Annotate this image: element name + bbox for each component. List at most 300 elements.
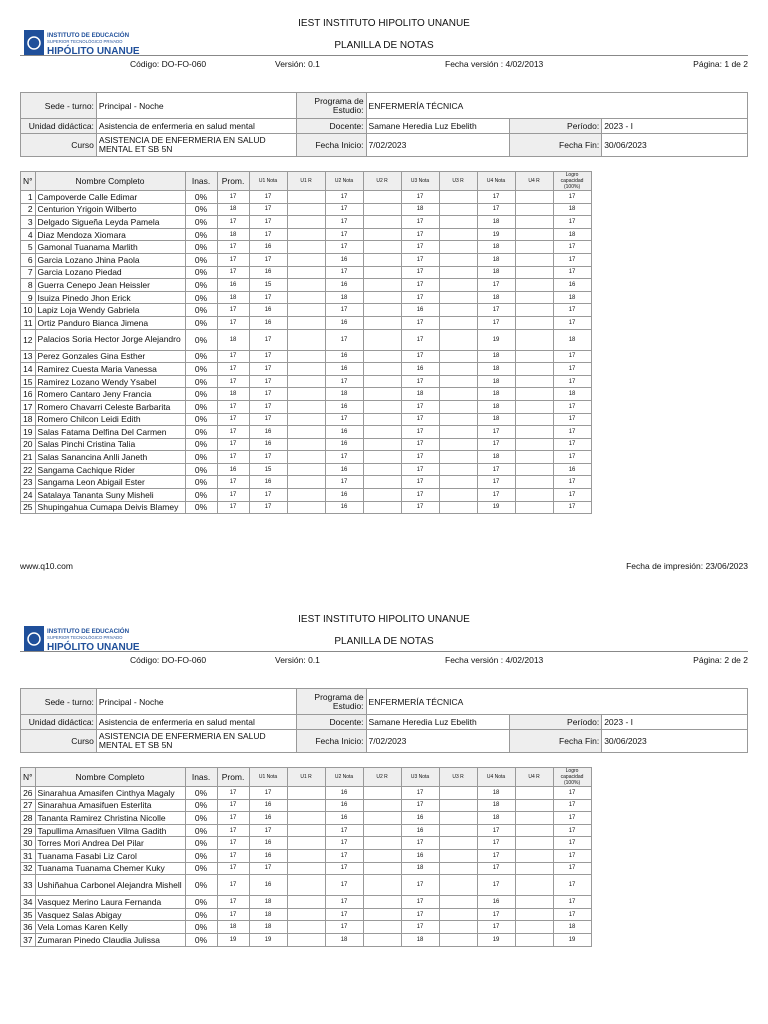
- cell-prom: 17: [217, 908, 249, 921]
- cell-inas: 0%: [185, 896, 217, 909]
- cell-n: 18: [21, 413, 36, 426]
- cell-u3: 17: [401, 438, 439, 451]
- column-header: Inas.: [185, 172, 217, 191]
- fin-label: Fecha Fin:: [510, 730, 602, 753]
- cell-logro: 17: [553, 413, 591, 426]
- cell-logro: 19: [553, 933, 591, 946]
- cell-recovery: [287, 413, 325, 426]
- column-header: U1 R: [287, 172, 325, 191]
- cell-u2: 17: [325, 476, 363, 489]
- column-header: Nombre Completo: [35, 768, 185, 787]
- cell-recovery: [439, 241, 477, 254]
- cell-logro: 17: [553, 451, 591, 464]
- cell-prom: 16: [217, 279, 249, 292]
- cell-recovery: [515, 875, 553, 896]
- cell-n: 29: [21, 824, 36, 837]
- cell-recovery: [363, 451, 401, 464]
- cell-prom: 17: [217, 896, 249, 909]
- cell-u3: 17: [401, 350, 439, 363]
- cell-recovery: [439, 849, 477, 862]
- cell-u2: 17: [325, 837, 363, 850]
- curso-label: Curso: [21, 730, 97, 753]
- cell-recovery: [363, 933, 401, 946]
- cell-prom: 17: [217, 363, 249, 376]
- unidad-label: Unidad didáctica:: [21, 119, 97, 134]
- cell-recovery: [287, 216, 325, 229]
- cell-recovery: [287, 241, 325, 254]
- cell-logro: 18: [553, 291, 591, 304]
- column-header: U1 Nota: [249, 768, 287, 787]
- cell-recovery: [439, 787, 477, 800]
- cell-logro: 17: [553, 908, 591, 921]
- cell-n: 26: [21, 787, 36, 800]
- cell-recovery: [363, 413, 401, 426]
- cell-n: 12: [21, 329, 36, 350]
- cell-recovery: [287, 489, 325, 502]
- cell-prom: 17: [217, 304, 249, 317]
- cell-prom: 17: [217, 849, 249, 862]
- inicio-label: Fecha Inicio:: [296, 134, 366, 157]
- cell-inas: 0%: [185, 266, 217, 279]
- cell-recovery: [515, 787, 553, 800]
- cell-inas: 0%: [185, 191, 217, 204]
- cell-inas: 0%: [185, 921, 217, 934]
- cell-u1: 15: [249, 279, 287, 292]
- cell-name: Garcia Lozano Piedad: [35, 266, 185, 279]
- cell-u3: 17: [401, 291, 439, 304]
- cell-logro: 17: [553, 350, 591, 363]
- cell-u1: 17: [249, 501, 287, 514]
- cell-prom: 18: [217, 203, 249, 216]
- cell-recovery: [439, 812, 477, 825]
- cell-u1: 17: [249, 228, 287, 241]
- cell-n: 33: [21, 875, 36, 896]
- course-info-table: [20, 92, 748, 157]
- cell-u4: 17: [477, 203, 515, 216]
- cell-prom: 19: [217, 933, 249, 946]
- cell-u4: 17: [477, 862, 515, 875]
- cell-u2: 17: [325, 451, 363, 464]
- table-row: [21, 203, 592, 216]
- cell-recovery: [515, 438, 553, 451]
- cell-n: 3: [21, 216, 36, 229]
- course-info-table: [20, 688, 748, 753]
- cell-u2: 16: [325, 316, 363, 329]
- cell-u4: 18: [477, 388, 515, 401]
- cell-recovery: [363, 908, 401, 921]
- cell-recovery: [515, 921, 553, 934]
- cell-prom: 17: [217, 191, 249, 204]
- cell-recovery: [287, 921, 325, 934]
- cell-logro: 17: [553, 266, 591, 279]
- cell-name: Sinarahua Amasifuen Esterlita: [35, 799, 185, 812]
- column-header: Logro capacidad (100%): [553, 768, 591, 787]
- cell-recovery: [439, 191, 477, 204]
- cell-u2: 16: [325, 400, 363, 413]
- fin-label: Fecha Fin:: [510, 134, 602, 157]
- cell-u1: 17: [249, 824, 287, 837]
- cell-n: 1: [21, 191, 36, 204]
- column-header: U1 R: [287, 768, 325, 787]
- sede-label: Sede - turno:: [21, 689, 97, 715]
- cell-recovery: [439, 426, 477, 439]
- cell-recovery: [439, 253, 477, 266]
- cell-inas: 0%: [185, 216, 217, 229]
- cell-u4: 19: [477, 329, 515, 350]
- column-header: Inas.: [185, 768, 217, 787]
- cell-name: Ramirez Lozano Wendy Ysabel: [35, 375, 185, 388]
- cell-recovery: [439, 463, 477, 476]
- cell-inas: 0%: [185, 476, 217, 489]
- column-header: U3 R: [439, 172, 477, 191]
- cell-recovery: [515, 241, 553, 254]
- cell-recovery: [439, 203, 477, 216]
- cell-u2: 16: [325, 799, 363, 812]
- cell-u3: 17: [401, 837, 439, 850]
- cell-logro: 17: [553, 241, 591, 254]
- cell-recovery: [439, 896, 477, 909]
- cell-name: Palacios Soria Hector Jorge Alejandro: [35, 329, 185, 350]
- cell-u4: 17: [477, 908, 515, 921]
- cell-recovery: [287, 350, 325, 363]
- cell-inas: 0%: [185, 824, 217, 837]
- cell-u4: 18: [477, 216, 515, 229]
- cell-u4: 17: [477, 824, 515, 837]
- cell-recovery: [515, 812, 553, 825]
- grades-table: [20, 767, 592, 947]
- cell-u1: 17: [249, 191, 287, 204]
- cell-recovery: [287, 451, 325, 464]
- cell-u3: 17: [401, 787, 439, 800]
- cell-logro: 17: [553, 216, 591, 229]
- cell-u4: 17: [477, 921, 515, 934]
- cell-recovery: [363, 241, 401, 254]
- cell-logro: 18: [553, 329, 591, 350]
- cell-u1: 16: [249, 799, 287, 812]
- curso-value: ASISTENCIA DE ENFERMERIA EN SALUD MENTAL ET SB 5N: [96, 134, 296, 157]
- cell-recovery: [363, 837, 401, 850]
- cell-u3: 17: [401, 413, 439, 426]
- grades-table: [20, 171, 592, 514]
- cell-u4: 17: [477, 476, 515, 489]
- cell-inas: 0%: [185, 279, 217, 292]
- cell-prom: 17: [217, 375, 249, 388]
- cell-inas: 0%: [185, 228, 217, 241]
- cell-recovery: [439, 350, 477, 363]
- institution-name: IEST INSTITUTO HIPOLITO UNANUE: [298, 18, 470, 29]
- cell-recovery: [515, 253, 553, 266]
- cell-name: Shupingahua Cumapa Deivis Blamey: [35, 501, 185, 514]
- column-header: U3 R: [439, 768, 477, 787]
- cell-prom: 17: [217, 413, 249, 426]
- cell-u1: 17: [249, 787, 287, 800]
- cell-u1: 17: [249, 203, 287, 216]
- cell-logro: 17: [553, 438, 591, 451]
- cell-u1: 17: [249, 329, 287, 350]
- cell-prom: 17: [217, 438, 249, 451]
- table-row: [21, 812, 592, 825]
- cell-recovery: [363, 476, 401, 489]
- table-row: [21, 191, 592, 204]
- cell-u3: 17: [401, 426, 439, 439]
- cell-u3: 17: [401, 400, 439, 413]
- cell-u4: 17: [477, 304, 515, 317]
- table-row: [21, 875, 592, 896]
- cell-recovery: [515, 501, 553, 514]
- cell-u4: 19: [477, 501, 515, 514]
- cell-prom: 17: [217, 451, 249, 464]
- cell-recovery: [515, 191, 553, 204]
- cell-prom: 17: [217, 216, 249, 229]
- cell-recovery: [287, 896, 325, 909]
- cell-u2: 16: [325, 787, 363, 800]
- docente-label: Docente:: [296, 119, 366, 134]
- cell-u1: 16: [249, 812, 287, 825]
- cell-recovery: [439, 216, 477, 229]
- cell-u4: 17: [477, 489, 515, 502]
- cell-recovery: [439, 266, 477, 279]
- cell-inas: 0%: [185, 908, 217, 921]
- programa-value: ENFERMERÍA TÉCNICA: [366, 689, 747, 715]
- cell-name: Sangama Leon Abigail Ester: [35, 476, 185, 489]
- cell-logro: 17: [553, 799, 591, 812]
- cell-recovery: [287, 316, 325, 329]
- cell-recovery: [363, 388, 401, 401]
- cell-recovery: [363, 400, 401, 413]
- version-date: Fecha versión : 4/02/2013: [445, 655, 544, 665]
- cell-logro: 17: [553, 501, 591, 514]
- periodo-label: Período:: [510, 715, 602, 730]
- cell-u2: 16: [325, 463, 363, 476]
- document-title: PLANILLA DE NOTAS: [334, 40, 434, 51]
- cell-u4: 17: [477, 837, 515, 850]
- cell-n: 8: [21, 279, 36, 292]
- cell-u2: 18: [325, 388, 363, 401]
- cell-n: 30: [21, 837, 36, 850]
- cell-name: Ushiñahua Carbonel Alejandra Mishell: [35, 875, 185, 896]
- cell-u1: 16: [249, 241, 287, 254]
- cell-recovery: [515, 291, 553, 304]
- cell-recovery: [439, 329, 477, 350]
- cell-recovery: [363, 812, 401, 825]
- document-version: Versión: 0.1: [275, 59, 320, 69]
- cell-u4: 18: [477, 413, 515, 426]
- cell-n: 22: [21, 463, 36, 476]
- cell-u2: 17: [325, 216, 363, 229]
- cell-recovery: [439, 862, 477, 875]
- cell-u2: 17: [325, 896, 363, 909]
- cell-recovery: [287, 191, 325, 204]
- cell-u3: 17: [401, 316, 439, 329]
- cell-name: Torres Mori Andrea Del Pilar: [35, 837, 185, 850]
- cell-recovery: [287, 501, 325, 514]
- cell-u4: 18: [477, 291, 515, 304]
- cell-inas: 0%: [185, 501, 217, 514]
- cell-u1: 16: [249, 849, 287, 862]
- cell-logro: 17: [553, 375, 591, 388]
- cell-recovery: [515, 451, 553, 464]
- docente-value: Samane Heredia Luz Ebelith: [366, 119, 510, 134]
- cell-prom: 17: [217, 799, 249, 812]
- cell-u2: 16: [325, 489, 363, 502]
- page-number: Página: 2 de 2: [693, 655, 748, 665]
- cell-u1: 15: [249, 463, 287, 476]
- cell-recovery: [515, 216, 553, 229]
- cell-recovery: [363, 291, 401, 304]
- cell-recovery: [515, 400, 553, 413]
- cell-prom: 17: [217, 489, 249, 502]
- cell-recovery: [287, 849, 325, 862]
- cell-recovery: [363, 921, 401, 934]
- cell-recovery: [439, 489, 477, 502]
- cell-logro: 17: [553, 787, 591, 800]
- cell-recovery: [439, 908, 477, 921]
- cell-prom: 18: [217, 329, 249, 350]
- cell-logro: 17: [553, 400, 591, 413]
- cell-inas: 0%: [185, 787, 217, 800]
- cell-recovery: [439, 279, 477, 292]
- cell-n: 23: [21, 476, 36, 489]
- logo-text-line1: INSTITUTO DE EDUCACIÓN: [47, 628, 130, 635]
- cell-inas: 0%: [185, 316, 217, 329]
- cell-u4: 18: [477, 451, 515, 464]
- table-row: [21, 933, 592, 946]
- cell-name: Tapullima Amasifuen Vilma Gadith: [35, 824, 185, 837]
- cell-logro: 17: [553, 489, 591, 502]
- cell-u1: 16: [249, 837, 287, 850]
- cell-u3: 16: [401, 812, 439, 825]
- cell-recovery: [515, 363, 553, 376]
- cell-recovery: [363, 799, 401, 812]
- cell-u4: 19: [477, 933, 515, 946]
- table-row: [21, 266, 592, 279]
- table-row: [21, 291, 592, 304]
- column-header: N°: [21, 768, 36, 787]
- cell-u1: 17: [249, 413, 287, 426]
- column-header: U4 R: [515, 768, 553, 787]
- cell-u3: 17: [401, 191, 439, 204]
- cell-recovery: [515, 463, 553, 476]
- periodo-value: 2023 - I: [602, 715, 748, 730]
- cell-u3: 17: [401, 375, 439, 388]
- column-header: U4 R: [515, 172, 553, 191]
- cell-inas: 0%: [185, 837, 217, 850]
- cell-inas: 0%: [185, 363, 217, 376]
- cell-recovery: [515, 933, 553, 946]
- cell-recovery: [515, 908, 553, 921]
- cell-recovery: [287, 291, 325, 304]
- cell-name: Vasquez Salas Abigay: [35, 908, 185, 921]
- table-row: [21, 375, 592, 388]
- cell-u2: 16: [325, 426, 363, 439]
- cell-u1: 16: [249, 304, 287, 317]
- programa-label: Programa de Estudio:: [296, 689, 366, 715]
- cell-recovery: [439, 438, 477, 451]
- cell-u3: 17: [401, 463, 439, 476]
- cell-name: Centurion Yrigoin Wilberto: [35, 203, 185, 216]
- cell-recovery: [363, 304, 401, 317]
- cell-inas: 0%: [185, 350, 217, 363]
- cell-u3: 18: [401, 203, 439, 216]
- cell-recovery: [515, 476, 553, 489]
- version-date: Fecha versión : 4/02/2013: [445, 59, 544, 69]
- cell-prom: 18: [217, 228, 249, 241]
- cell-name: Romero Cantaro Jeny Francia: [35, 388, 185, 401]
- cell-name: Romero Chavarri Celeste Barbarita: [35, 400, 185, 413]
- cell-n: 11: [21, 316, 36, 329]
- curso-value: ASISTENCIA DE ENFERMERIA EN SALUD MENTAL ET SB 5N: [96, 730, 296, 753]
- cell-recovery: [363, 363, 401, 376]
- cell-recovery: [363, 253, 401, 266]
- programa-value: ENFERMERÍA TÉCNICA: [366, 93, 747, 119]
- cell-u2: 16: [325, 501, 363, 514]
- cell-u3: 17: [401, 216, 439, 229]
- cell-logro: 17: [553, 191, 591, 204]
- table-row: [21, 438, 592, 451]
- cell-recovery: [515, 266, 553, 279]
- table-row: [21, 824, 592, 837]
- table-row: [21, 501, 592, 514]
- cell-recovery: [515, 849, 553, 862]
- logo-text-line2: SUPERIOR TECNOLÓGICO PRIVADO: [47, 635, 123, 640]
- cell-u2: 16: [325, 812, 363, 825]
- cell-recovery: [439, 388, 477, 401]
- cell-inas: 0%: [185, 799, 217, 812]
- column-header: Prom.: [217, 172, 249, 191]
- cell-recovery: [515, 799, 553, 812]
- cell-u1: 17: [249, 388, 287, 401]
- cell-n: 24: [21, 489, 36, 502]
- cell-u1: 16: [249, 316, 287, 329]
- cell-recovery: [363, 279, 401, 292]
- cell-u3: 17: [401, 921, 439, 934]
- table-row: [21, 253, 592, 266]
- cell-recovery: [363, 266, 401, 279]
- cell-recovery: [287, 363, 325, 376]
- cell-inas: 0%: [185, 438, 217, 451]
- cell-u4: 18: [477, 787, 515, 800]
- column-header: U2 Nota: [325, 172, 363, 191]
- cell-inas: 0%: [185, 329, 217, 350]
- cell-recovery: [287, 862, 325, 875]
- table-row: [21, 837, 592, 850]
- cell-recovery: [515, 413, 553, 426]
- logo-text-line1: INSTITUTO DE EDUCACIÓN: [47, 32, 130, 39]
- cell-prom: 17: [217, 787, 249, 800]
- cell-logro: 17: [553, 862, 591, 875]
- cell-recovery: [287, 329, 325, 350]
- cell-name: Vela Lomas Karen Kelly: [35, 921, 185, 934]
- cell-recovery: [363, 501, 401, 514]
- cell-u3: 17: [401, 476, 439, 489]
- column-header: U3 Nota: [401, 172, 439, 191]
- cell-logro: 17: [553, 837, 591, 850]
- cell-recovery: [515, 203, 553, 216]
- cell-recovery: [287, 266, 325, 279]
- cell-recovery: [363, 329, 401, 350]
- document-code: Código: DO-FO-060: [130, 59, 207, 69]
- column-header: U2 R: [363, 172, 401, 191]
- cell-recovery: [439, 451, 477, 464]
- cell-logro: 17: [553, 426, 591, 439]
- cell-logro: 17: [553, 316, 591, 329]
- cell-n: 21: [21, 451, 36, 464]
- table-row: [21, 329, 592, 350]
- cell-name: Vasquez Merino Laura Fernanda: [35, 896, 185, 909]
- inicio-label: Fecha Inicio:: [296, 730, 366, 753]
- cell-u1: 18: [249, 921, 287, 934]
- cell-prom: 17: [217, 862, 249, 875]
